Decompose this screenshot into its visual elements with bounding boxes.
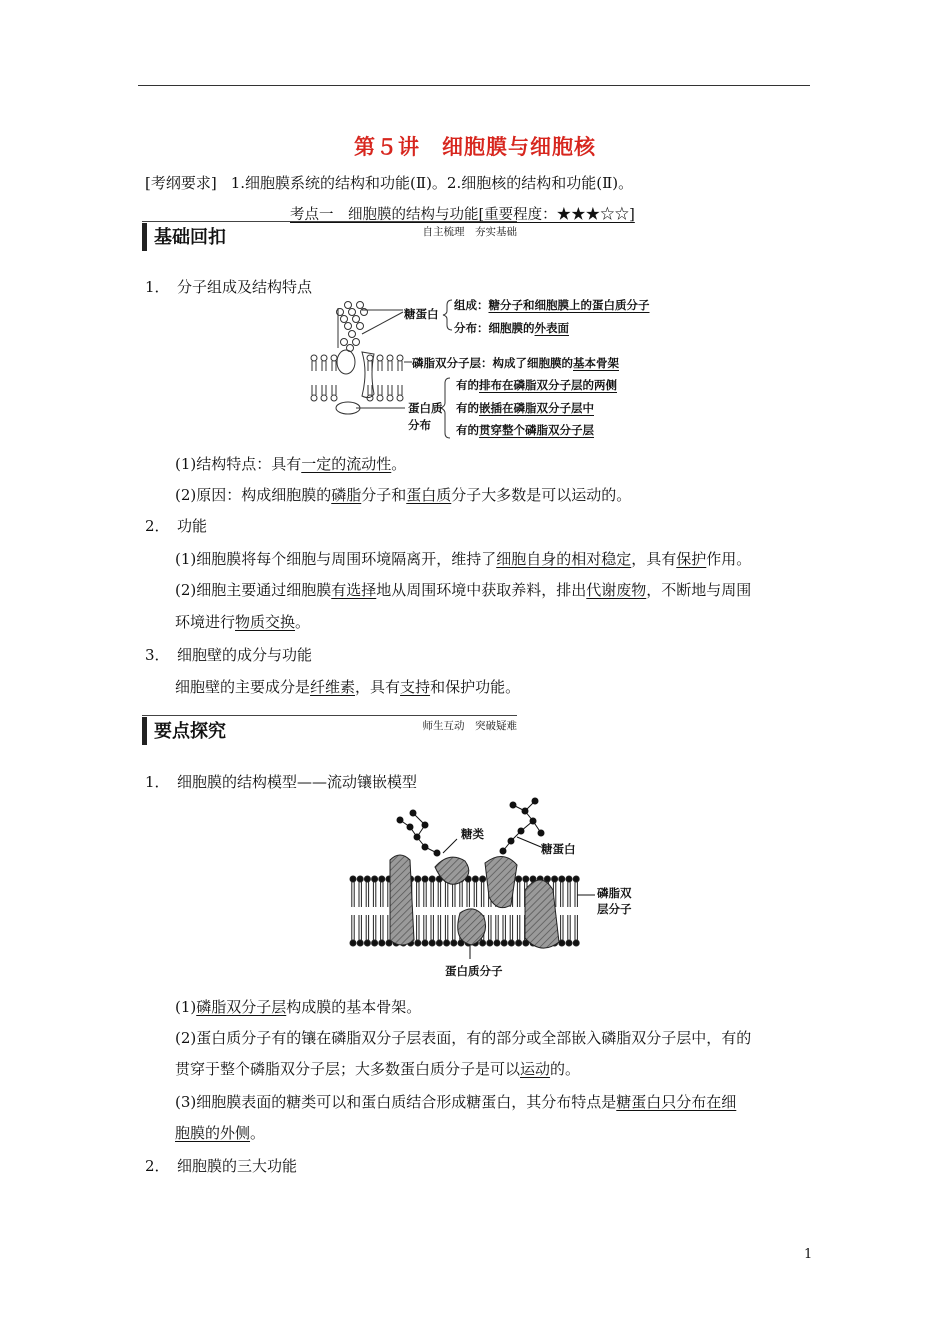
- model-point-3-cont: 胞膜的外侧。: [175, 1124, 266, 1142]
- model-point-1: (1)磷脂双分子层构成膜的基本骨架。: [175, 998, 422, 1016]
- header-rule: [138, 85, 810, 86]
- label-dist1: 有的排布在磷脂双分子层的两侧: [456, 378, 617, 392]
- sugar-chain-icon: [337, 302, 368, 352]
- model-item-2-title: 2． 细胞膜的三大功能: [145, 1157, 298, 1175]
- zucheng-label: 组成：: [454, 298, 489, 312]
- protein-icon: [337, 350, 355, 374]
- item-2-title: 2． 功能: [145, 517, 208, 535]
- label-fenbu: [454, 320, 569, 336]
- label-tanglei: 糖类: [461, 827, 484, 841]
- danbaizhi-line2: 分布: [408, 418, 431, 432]
- fenbu-value: 外表面: [534, 321, 569, 335]
- protein-icon: [390, 855, 414, 945]
- label-tangdanbai-2: 糖蛋白: [541, 842, 576, 856]
- lipid-bottom-icon: [311, 385, 403, 401]
- linzhi-label: 磷脂双分子层：构成了细胞膜的: [412, 356, 573, 370]
- item-1-title: 1． 分子组成及结构特点: [145, 278, 313, 296]
- structure-reason: (2)原因：构成细胞膜的磷脂分子和蛋白质分子大多数是可以运动的。: [175, 486, 632, 504]
- model-point-2-cont: 贯穿于整个磷脂双分子层；大多数蛋白质分子是可以运动的。: [175, 1060, 581, 1078]
- membrane-composition-diagram: [300, 292, 700, 442]
- function-2-cont: 环境进行物质交换。: [175, 613, 311, 631]
- model-item-1-title: 1． 细胞膜的结构模型——流动镶嵌模型: [145, 773, 418, 791]
- protein-icon: [525, 880, 559, 948]
- fluid-mosaic-diagram: [345, 795, 645, 980]
- requirements-text: 1.细胞膜系统的结构和功能(Ⅱ)。2.细胞核的结构和功能(Ⅱ)。: [230, 174, 634, 192]
- section-rule: [142, 715, 517, 716]
- label-danbaizhi-2: 蛋白质分子: [445, 964, 503, 978]
- section-rule: [142, 221, 517, 222]
- label-linzhi-2: 磷脂双 层分子: [597, 886, 632, 916]
- section-title: 基础回扣: [154, 227, 226, 248]
- function-1: (1)细胞膜将每个细胞与周围环境隔离开，维持了细胞自身的相对稳定，具有保护作用。: [175, 550, 752, 568]
- section-subtitle: 师生互动 突破疑难: [422, 720, 517, 732]
- requirements-label: [考纲要求]: [145, 174, 217, 192]
- label-dist3: 有的贯穿整个磷脂双分子层: [456, 423, 594, 437]
- page-title: 第５讲 细胞膜与细胞核: [354, 135, 596, 159]
- section-marker: [142, 223, 147, 251]
- zucheng-value: 糖分子和细胞膜上的蛋白质分子: [488, 298, 650, 312]
- kaodian-title: 考点一 细胞膜的结构与功能: [290, 207, 479, 223]
- label-danbaizhi: [408, 400, 443, 434]
- lipid-top-icon: [311, 355, 403, 371]
- section-marker: [142, 717, 147, 745]
- item-3-title: 3． 细胞壁的成分与功能: [145, 646, 313, 664]
- fenbu-label: 分布：细胞膜的: [454, 321, 535, 335]
- label-zucheng: [454, 297, 650, 313]
- structure-feature: (1)结构特点：具有一定的流动性。: [175, 455, 407, 473]
- section-heading-key-points: [142, 715, 517, 747]
- cell-wall-text: 细胞壁的主要成分是纤维素，具有支持和保护功能。: [175, 678, 521, 696]
- label-dist2: 有的嵌插在磷脂双分子层中: [456, 401, 594, 415]
- section-title: 要点探究: [154, 721, 226, 742]
- exam-requirements: [145, 172, 633, 194]
- model-point-3: (3)细胞膜表面的糖类可以和蛋白质结合形成糖蛋白，其分布特点是糖蛋白只分布在细: [175, 1093, 737, 1111]
- label-linzhi: [412, 355, 619, 371]
- page-number: 1: [804, 1247, 813, 1262]
- section-heading-basics: [142, 221, 517, 253]
- function-2: (2)细胞主要通过细胞膜有选择地从周围环境中获取养料，排出代谢废物，不断地与周围: [175, 581, 752, 599]
- brace-icon: [443, 300, 452, 330]
- kaodian-importance: [重要程度：★★★☆☆]: [478, 207, 635, 223]
- label-tangdanbai: 糖蛋白: [404, 307, 439, 321]
- danbaizhi-line1: 蛋白质: [408, 401, 443, 415]
- model-point-2: (2)蛋白质分子有的镶在磷脂双分子层表面，有的部分或全部嵌入磷脂双分子层中，有的: [175, 1029, 752, 1047]
- protein-icon: [485, 856, 517, 907]
- section-subtitle: 自主梳理 夯实基础: [422, 226, 517, 238]
- linzhi-value: 基本骨架: [573, 356, 619, 370]
